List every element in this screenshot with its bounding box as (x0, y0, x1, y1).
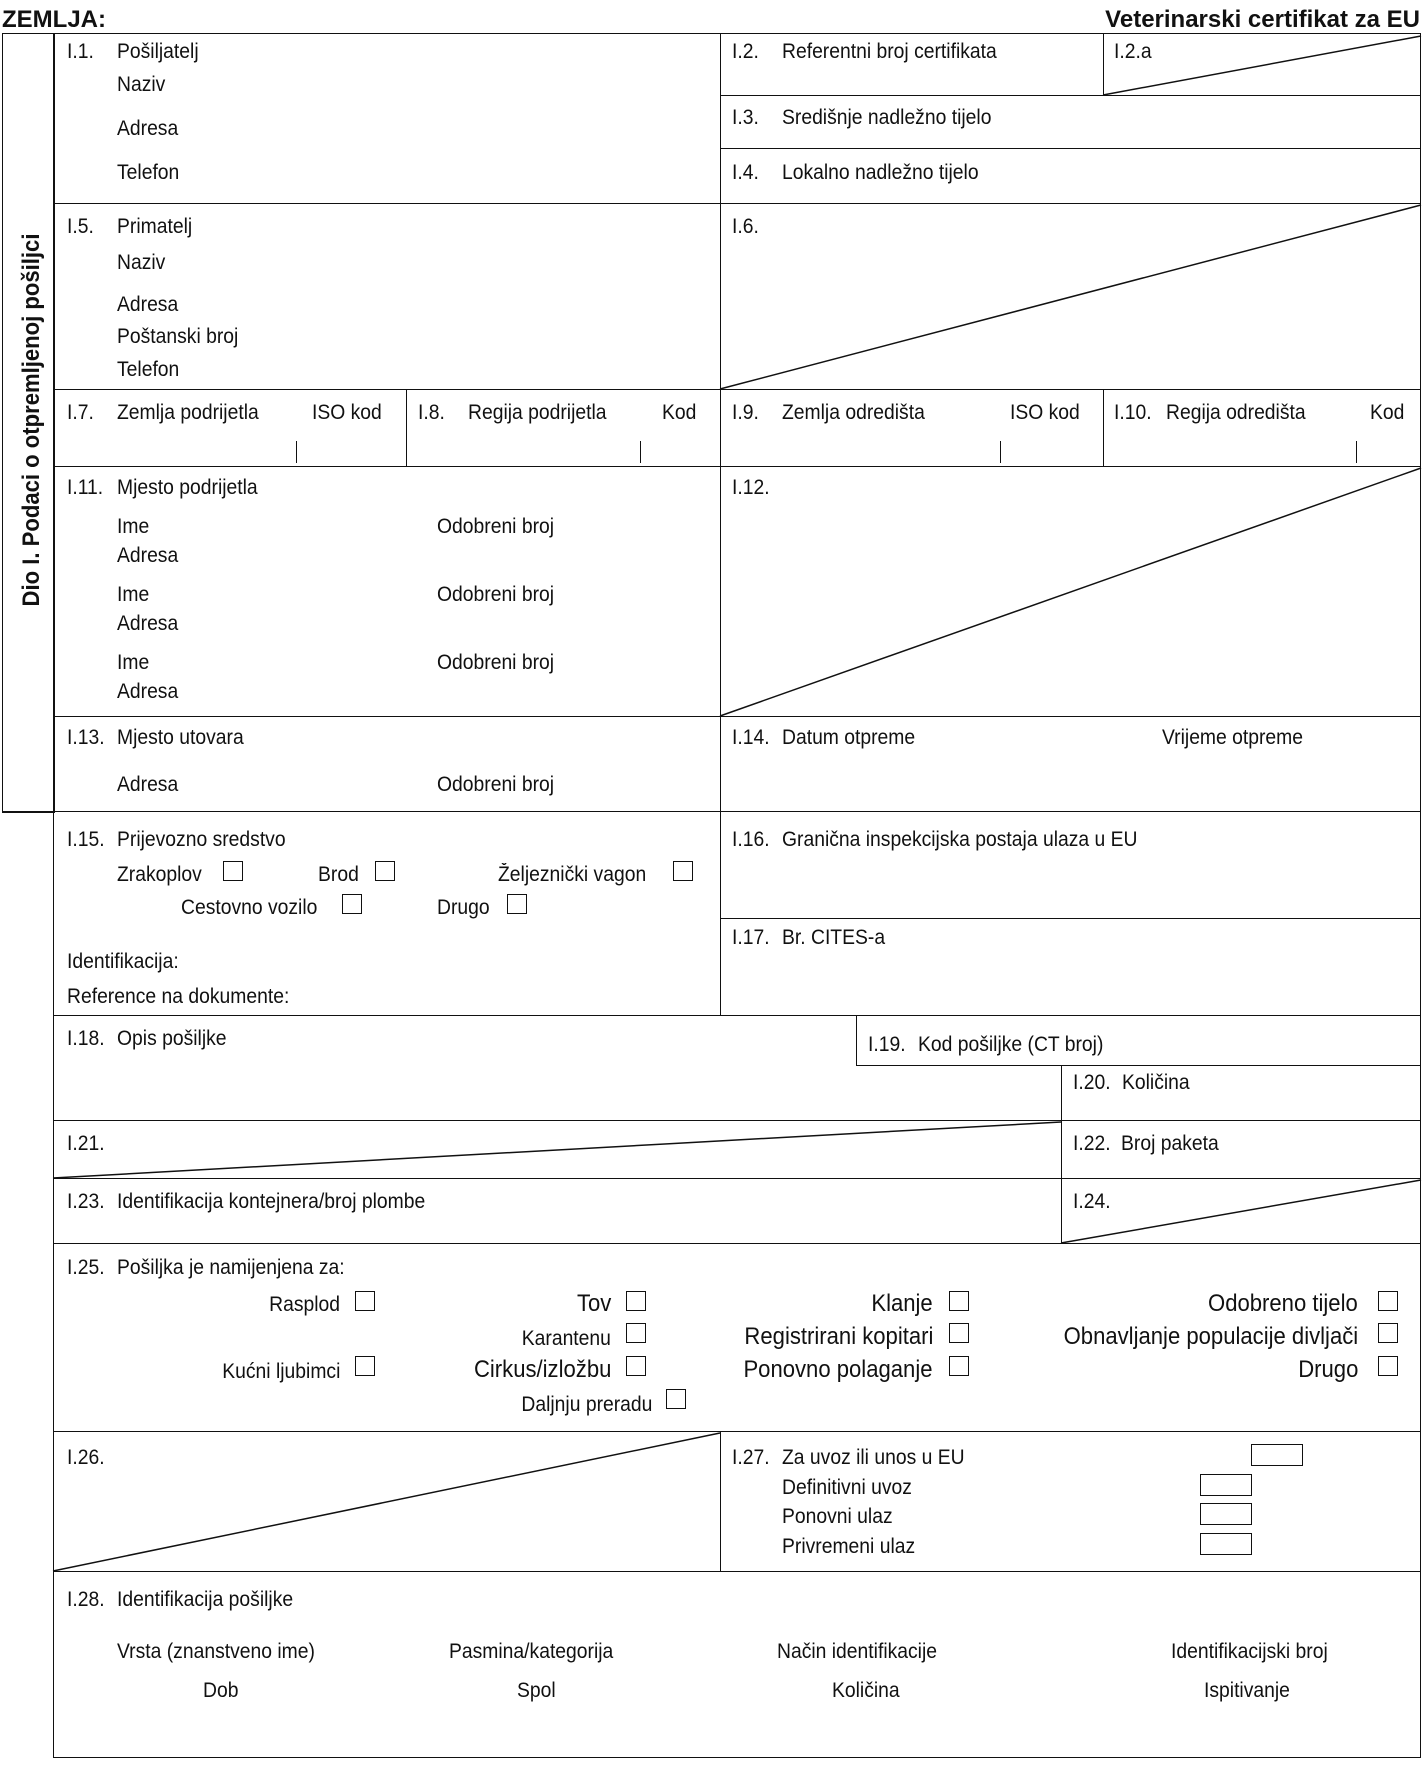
origin-name-label: Ime (117, 515, 150, 538)
id-system-label: Način identifikacije (777, 1640, 938, 1663)
certificate-title: Veterinarski certifikat za EU (1105, 6, 1420, 33)
field-num: I.14. (732, 726, 770, 749)
rail-label: Željeznički vagon (498, 863, 647, 886)
registered-equidae-checkbox[interactable] (949, 1323, 969, 1343)
definitive-import-label: Definitivni uvoz (782, 1476, 912, 1499)
code-label: Kod (662, 401, 697, 424)
circus-label: Cirkus/izložbu (473, 1356, 611, 1383)
field-num: I.2. (732, 40, 759, 63)
central-authority-label: Središnje nadležno tijelo (782, 106, 992, 129)
departure-date-label: Datum otpreme (782, 726, 916, 749)
sex-label: Spol (517, 1679, 556, 1702)
breeding-checkbox[interactable] (355, 1291, 375, 1311)
field-num: I.16. (732, 828, 770, 851)
age-label: Dob (203, 1679, 239, 1702)
local-authority-label: Lokalno nadležno tijelo (782, 161, 979, 184)
fattening-checkbox[interactable] (626, 1291, 646, 1311)
road-label: Cestovno vozilo (181, 896, 318, 919)
approved-body-checkbox[interactable] (1378, 1291, 1398, 1311)
field-num: I.2.a (1114, 40, 1152, 63)
reentry-box[interactable] (1200, 1503, 1252, 1525)
field-num: I.28. (67, 1588, 105, 1611)
consignee-postcode-label: Poštanski broj (117, 325, 239, 348)
commodity-code-label: Kod pošiljke (CT broj) (918, 1033, 1104, 1056)
consignor-name-label: Naziv (117, 73, 166, 96)
consignor-phone-label: Telefon (117, 161, 180, 184)
documentary-refs-label: Reference na dokumente: (67, 985, 290, 1008)
test-label: Ispitivanje (1204, 1679, 1290, 1702)
cites-label: Br. CITES-a (782, 926, 886, 949)
pets-checkbox[interactable] (355, 1356, 375, 1376)
ship-checkbox[interactable] (375, 861, 395, 881)
import-eu-box[interactable] (1251, 1444, 1303, 1466)
loading-address-label: Adresa (117, 773, 179, 796)
aeroplane-checkbox[interactable] (223, 861, 243, 881)
approval-number-label: Odobreni broj (437, 515, 555, 538)
country-destination-label: Zemlja odredišta (782, 401, 925, 424)
field-num: I.9. (732, 401, 759, 424)
temporary-admission-box[interactable] (1200, 1533, 1252, 1555)
origin-name-label: Ime (117, 651, 150, 674)
field-num: I.26. (67, 1446, 105, 1469)
code-label: Kod (1370, 401, 1405, 424)
approval-number-label: Odobreni broj (437, 773, 555, 796)
origin-address-label: Adresa (117, 544, 179, 567)
departure-time-label: Vrijeme otpreme (1162, 726, 1304, 749)
iso-code-label: ISO kod (312, 401, 382, 424)
other-transport-label: Drugo (437, 896, 490, 919)
field-num: I.8. (418, 401, 445, 424)
field-num: I.20. (1073, 1071, 1111, 1094)
quarantine-checkbox[interactable] (626, 1323, 646, 1343)
other-purpose-checkbox[interactable] (1378, 1356, 1398, 1376)
field-num: I.15. (67, 828, 105, 851)
slaughter-checkbox[interactable] (949, 1291, 969, 1311)
packages-label: Broj paketa (1121, 1132, 1219, 1155)
other-purpose-label: Drugo (1297, 1356, 1358, 1383)
field-num: I.6. (732, 215, 759, 238)
restocking-label: Obnavljanje populacije divljači (1063, 1323, 1358, 1350)
aeroplane-label: Zrakoplov (117, 863, 202, 886)
field-num: I.23. (67, 1190, 105, 1213)
relaying-label: Ponovno polaganje (743, 1356, 933, 1383)
consignor-label: Pošiljatelj (117, 40, 199, 63)
field-num: I.12. (732, 476, 770, 499)
road-checkbox[interactable] (342, 894, 362, 914)
field-num: I.17. (732, 926, 770, 949)
approval-number-label: Odobreni broj (437, 583, 555, 606)
ship-label: Brod (318, 863, 359, 886)
place-loading-label: Mjesto utovara (117, 726, 244, 749)
consignee-label: Primatelj (117, 215, 193, 238)
further-processing-label: Daljnju preradu (520, 1393, 652, 1416)
field-num: I.19. (868, 1033, 906, 1056)
breed-label: Pasmina/kategorija (449, 1640, 614, 1663)
field-num: I.24. (1073, 1190, 1111, 1213)
origin-address-label: Adresa (117, 612, 179, 635)
reentry-label: Ponovni ulaz (782, 1505, 893, 1528)
quarantine-label: Karantenu (521, 1327, 611, 1350)
field-num: I.3. (732, 106, 759, 129)
definitive-import-box[interactable] (1200, 1474, 1252, 1496)
pets-label: Kućni ljubimci (221, 1360, 340, 1383)
place-origin-label: Mjesto podrijetla (117, 476, 258, 499)
field-num: I.18. (67, 1027, 105, 1050)
field-num: I.13. (67, 726, 105, 749)
consignee-phone-label: Telefon (117, 358, 180, 381)
field-num: I.10. (1114, 401, 1152, 424)
temporary-admission-label: Privremeni ulaz (782, 1535, 916, 1558)
country-origin-label: Zemlja podrijetla (117, 401, 259, 424)
container-seal-label: Identifikacija kontejnera/broj plombe (117, 1190, 426, 1213)
certificate-ref-label: Referentni broj certifikata (782, 40, 997, 63)
field-num: I.5. (67, 215, 94, 238)
field-num: I.7. (67, 401, 94, 424)
commodity-description-label: Opis pošiljke (117, 1027, 227, 1050)
field-num: I.22. (1073, 1132, 1111, 1155)
origin-address-label: Adresa (117, 680, 179, 703)
field-num: I.11. (67, 476, 104, 499)
commodity-identification-label: Identifikacija pošiljke (117, 1588, 294, 1611)
quantity-label: Količina (832, 1679, 900, 1702)
breeding-label: Rasplod (269, 1293, 340, 1316)
transport-label: Prijevozno sredstvo (117, 828, 286, 851)
certified-for-label: Pošiljka je namijenjena za: (117, 1256, 345, 1279)
consignee-address-label: Adresa (117, 293, 179, 316)
consignee-name-label: Naziv (117, 251, 166, 274)
approval-number-label: Odobreni broj (437, 651, 555, 674)
fattening-label: Tov (576, 1290, 611, 1317)
region-destination-label: Regija odredišta (1166, 401, 1306, 424)
approved-body-label: Odobreno tijelo (1208, 1290, 1358, 1317)
quantity-label: Količina (1122, 1071, 1190, 1094)
restocking-checkbox[interactable] (1378, 1323, 1398, 1343)
side-label: Dio I. Podaci o otpremljenoj pošiljci (18, 233, 45, 607)
circus-checkbox[interactable] (626, 1356, 646, 1376)
field-num: I.4. (732, 161, 759, 184)
further-processing-checkbox[interactable] (666, 1389, 686, 1409)
origin-name-label: Ime (117, 583, 150, 606)
id-number-label: Identifikacijski broj (1171, 1640, 1328, 1663)
species-label: Vrsta (znanstveno ime) (117, 1640, 315, 1663)
field-num: I.25. (67, 1256, 105, 1279)
bip-label: Granična inspekcijska postaja ulaza u EU (782, 828, 1138, 851)
consignor-address-label: Adresa (117, 117, 179, 140)
import-eu-label: Za uvoz ili unos u EU (782, 1446, 965, 1469)
slaughter-label: Klanje (871, 1290, 933, 1317)
field-num: I.21. (67, 1132, 105, 1155)
field-num: I.1. (67, 40, 94, 63)
identification-label: Identifikacija: (67, 950, 179, 973)
iso-code-label: ISO kod (1010, 401, 1080, 424)
country-label: ZEMLJA: (2, 6, 106, 33)
region-origin-label: Regija podrijetla (468, 401, 607, 424)
rail-checkbox[interactable] (673, 861, 693, 881)
registered-equidae-label: Registrirani kopitari (744, 1323, 933, 1350)
field-num: I.27. (732, 1446, 770, 1469)
other-transport-checkbox[interactable] (507, 894, 527, 914)
relaying-checkbox[interactable] (949, 1356, 969, 1376)
